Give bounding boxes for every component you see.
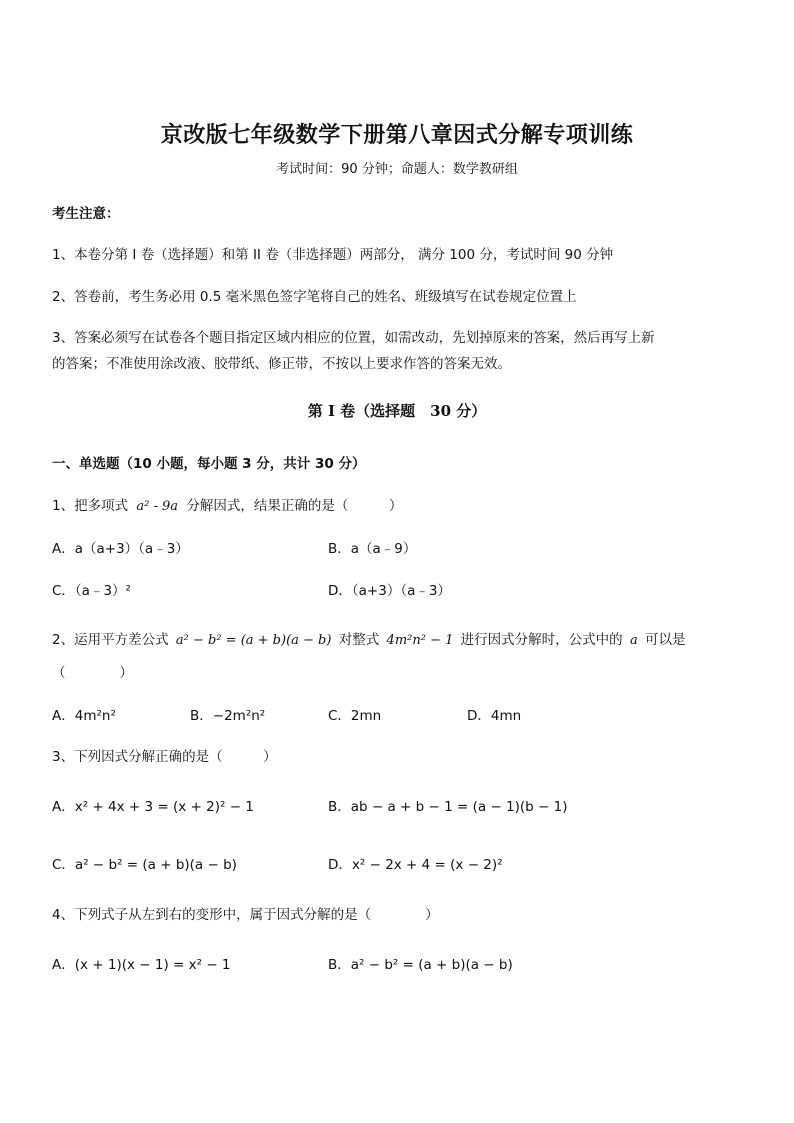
- question-3-option-b[interactable]: B．ab − a + b − 1 = (a − 1)(b − 1): [328, 799, 568, 815]
- question-2-expression: 4m²n² − 1: [386, 633, 454, 648]
- question-4-stem: 4、下列式子从左到右的变形中，属于因式分解的是（ ）: [52, 907, 439, 923]
- question-2-option-d[interactable]: D．4mn: [467, 708, 522, 724]
- notice-heading: 考生注意：: [52, 206, 120, 222]
- question-2-answer-bracket: （ ）: [52, 665, 133, 681]
- notice-item-3: 3、答案必须写在试卷各个题目指定区域内相应的位置，如需改动，先划掉原来的答案，然后再写上新: [52, 330, 655, 346]
- notice-item-1: 1、本卷分第 I 卷（选择题）和第 II 卷（非选择题）两部分， 满分 100 分，考试时间 90 分钟: [52, 247, 614, 263]
- question-2-stem: [52, 628, 686, 648]
- question-1-formula: a² - 9a: [136, 499, 179, 514]
- question-2-stem-end: 可以是: [645, 632, 686, 648]
- exam-info: 考试时间：90 分钟；命题人：数学教研组: [276, 162, 518, 177]
- question-2-stem-mid-2: 进行因式分解时，公式中的: [460, 632, 623, 648]
- question-2-stem-mid: 对整式: [338, 632, 380, 648]
- question-1-option-a[interactable]: A．a（a+3）（a﹣3）: [52, 541, 189, 557]
- question-2-formula: a² − b² = (a + b)(a − b): [175, 633, 332, 648]
- part-heading: 一、单选题（10 小题，每小题 3 分，共计 30 分）: [52, 456, 366, 472]
- question-1-stem-end: 分解因式，结果正确的是（ ）: [186, 498, 403, 514]
- question-3-option-a[interactable]: A．x² + 4x + 3 = (x + 2)² − 1: [52, 799, 254, 815]
- question-2-stem-start: 2、运用平方差公式: [52, 632, 169, 648]
- question-2-option-c[interactable]: C．2mn: [328, 708, 382, 724]
- question-1-stem-start: 1、把多项式: [52, 498, 129, 514]
- question-4-option-a[interactable]: A．(x + 1)(x − 1) = x² − 1: [52, 957, 231, 973]
- section-title: 第 I 卷（选择题 30 分）: [307, 402, 487, 420]
- question-2-option-b[interactable]: B．−2m²n²: [190, 708, 266, 724]
- question-3-stem: 3、下列因式分解正确的是（ ）: [52, 749, 277, 765]
- question-1-option-d[interactable]: D．（a+3）（a﹣3）: [328, 583, 451, 599]
- notice-item-2: 2、答卷前，考生务必用 0.5 毫米黑色签字笔将自己的姓名、班级填写在试卷规定位置上: [52, 289, 577, 305]
- question-2-option-a[interactable]: A．4m²n²: [52, 708, 116, 724]
- question-2-variable: a: [629, 633, 638, 648]
- question-1-option-b[interactable]: B．a（a﹣9）: [328, 541, 417, 557]
- question-3-option-d[interactable]: D．x² − 2x + 4 = (x − 2)²: [328, 857, 503, 873]
- question-1-stem: [52, 494, 402, 514]
- notice-item-3-continued: 的答案；不准使用涂改液、胶带纸、修正带，不按以上要求作答的答案无效。: [52, 356, 511, 372]
- question-4-option-b[interactable]: B．a² − b² = (a + b)(a − b): [328, 957, 513, 973]
- question-1-option-c[interactable]: C．（a﹣3）²: [52, 583, 131, 599]
- document-title: 京改版七年级数学下册第八章因式分解专项训练: [160, 122, 634, 148]
- question-3-option-c[interactable]: C．a² − b² = (a + b)(a − b): [52, 857, 237, 873]
